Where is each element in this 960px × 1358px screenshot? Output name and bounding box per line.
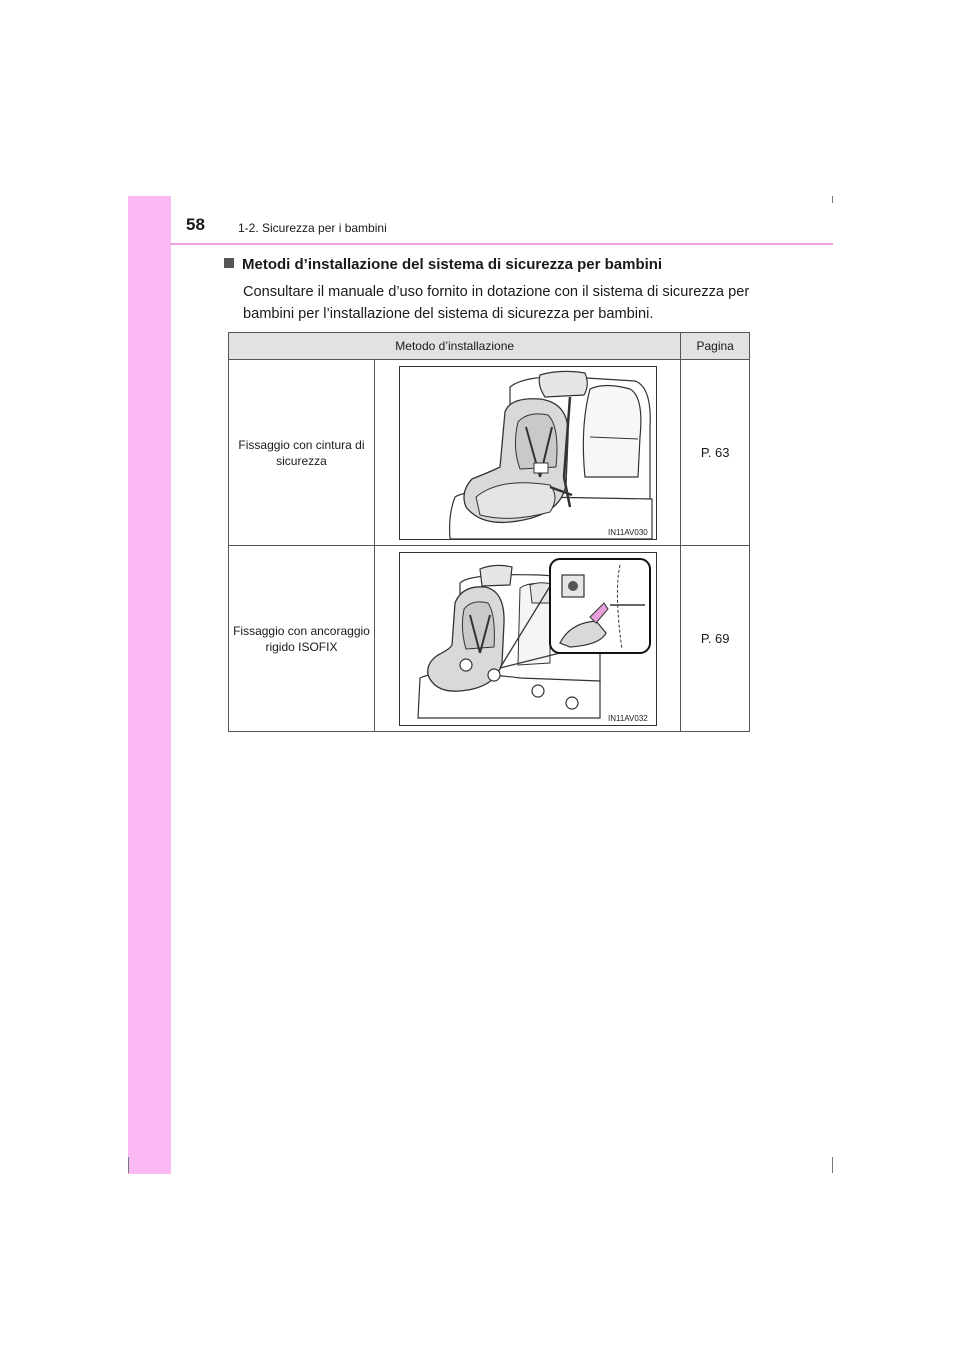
isofix-installation-illustration [399,552,657,726]
crop-mark [832,1157,833,1173]
figure-code: IN11AV030 [607,527,648,537]
illustration-cell [374,360,680,546]
figure-code: IN11AV032 [607,713,648,723]
section-heading [224,256,662,273]
side-tab [128,196,171,1172]
crop-mark [832,196,833,203]
page-cell: P. 63 [681,360,750,546]
table-row [229,360,750,546]
method-cell: Fissaggio con cintura di sicurezza [229,360,375,546]
installation-table [228,332,750,732]
page-cell: P. 69 [681,546,750,732]
intro-paragraph: Consultare il manuale d’uso fornito in dotazione con il sistema di sicurezza per bambini per l’installazione del sistema di sicurezza per bambini. [243,284,750,322]
table-header-row [229,333,750,360]
side-tab-bottom [128,1172,171,1174]
column-header-method: Metodo d’installazione [229,333,681,360]
square-bullet-icon [224,258,234,268]
section-title: 1-2. Sicurezza per i bambini [238,221,387,235]
header-rule [171,243,833,245]
column-header-page: Pagina [681,333,750,360]
method-cell: Fissaggio con ancoraggio rigido ISOFIX [229,546,375,732]
table-row [229,546,750,732]
illustration-cell [374,546,680,732]
page-number: 58 [186,215,205,234]
seatbelt-installation-illustration [399,366,657,540]
crop-mark [128,1157,129,1173]
heading-text: Metodi d’installazione del sistema di sicurezza per bambini [242,256,663,273]
